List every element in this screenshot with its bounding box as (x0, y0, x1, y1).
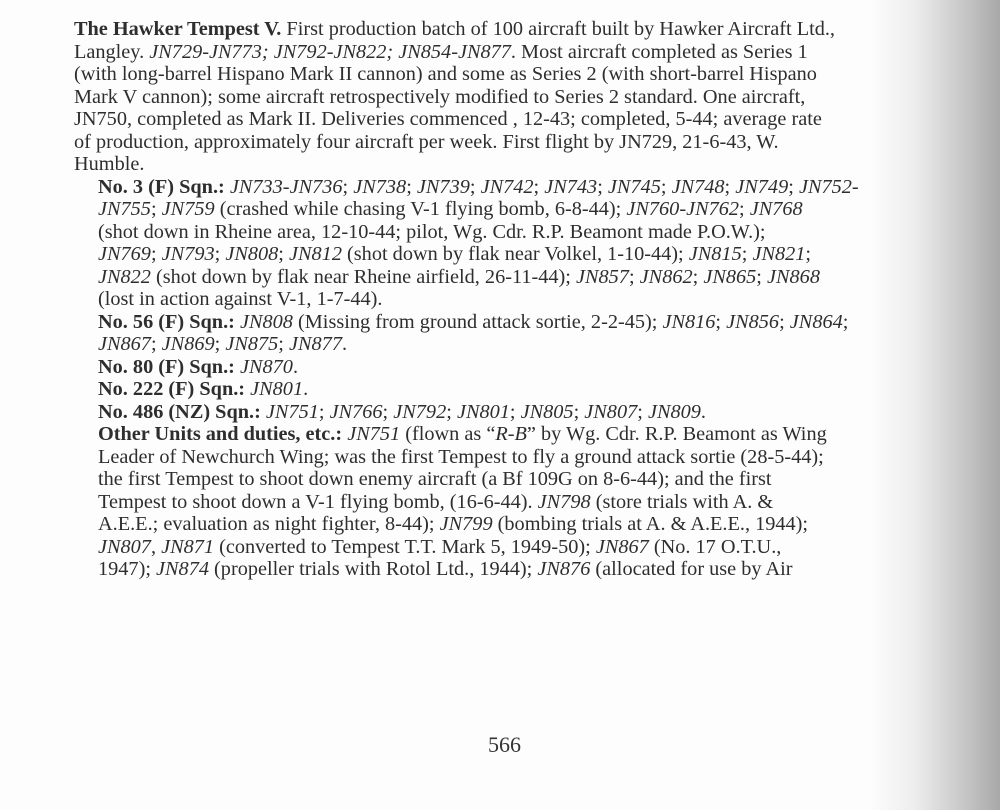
text-line (98, 355, 954, 379)
text-run: . (341, 333, 348, 355)
text-run: Tempest to shoot down a V-1 flying bomb, (16-6-44). (98, 490, 538, 513)
text-run: . Most aircraft completed as Series 1 (510, 40, 808, 63)
serial-number: JN745 (607, 175, 661, 198)
serial-number: JN801 (456, 400, 510, 423)
text-run: ; (469, 175, 481, 198)
text-line (74, 85, 954, 109)
serial-number: JN733-JN736 (229, 175, 343, 198)
serial-number: JN812 (289, 243, 342, 265)
serial-number: JN877 (289, 333, 342, 355)
text-run: ” by Wg. Cdr. R.P. Beamont as Wing (526, 423, 827, 445)
text-line (98, 535, 954, 559)
entry-hawker-tempest-v (74, 18, 954, 176)
serial-number: JN857 (576, 265, 629, 288)
text-run: ; (637, 400, 648, 423)
bold-label: No. 56 (F) Sqn.: (98, 310, 235, 333)
bold-label: No. 486 (NZ) Sqn.: (98, 400, 261, 423)
text-line (98, 490, 954, 514)
serial-number: JN856 (726, 310, 780, 333)
text-run: ; (446, 400, 457, 423)
serial-number: JN821 (752, 243, 806, 265)
text-line (74, 108, 954, 131)
bold-label: Other Units and duties, etc.: (98, 423, 343, 445)
text-run: ; (318, 400, 330, 423)
serial-number: JN739 (416, 175, 470, 198)
serial-number: JN755 (98, 198, 151, 220)
text-run: (allocated for use by Air (590, 558, 793, 580)
text-run: ; (724, 175, 736, 198)
text-run: (lost in action against V-1, 1-7-44). (98, 288, 383, 310)
text-line (98, 198, 954, 221)
text-run: of production, approximately four aircraft per week. First flight by JN729, 21-6-43, W. (74, 130, 779, 153)
entry-no-3-sqn (98, 176, 954, 311)
serial-number: JN808 (240, 310, 293, 333)
serial-number: JN868 (767, 265, 820, 288)
entry-no-80-sqn (98, 356, 954, 379)
serial-number: JN760-JN762 (626, 198, 740, 220)
text-line (98, 468, 954, 491)
text-run: ; (597, 175, 608, 198)
serial-number: JN807 (584, 400, 638, 423)
text-run: ; (842, 310, 849, 333)
text-line (98, 400, 954, 424)
serial-number: JN867 (98, 333, 151, 355)
text-block (74, 18, 954, 581)
serial-number: JN862 (639, 265, 693, 288)
serial-number: JN749 (735, 175, 789, 198)
serial-number: JN809 (647, 400, 701, 423)
text-run: (crashed while chasing V-1 flying bomb, 6-8-44); (214, 198, 627, 220)
serial-number: JN752- (798, 175, 859, 198)
text-line (74, 18, 954, 41)
serial-number: JN751 (265, 400, 319, 423)
serial-number: JN869 (161, 333, 215, 355)
text-line (98, 220, 954, 244)
text-run: (with long-barrel Hispano Mark II cannon) and some as Series 2 (with short-barrel Hispano (74, 63, 817, 85)
text-run: ; (692, 265, 704, 288)
text-run: (bombing trials at A. & A.E.E., 1944); (492, 513, 809, 535)
text-line (98, 288, 954, 311)
entry-no-222-sqn (98, 378, 954, 401)
serial-number: JN792 (393, 400, 447, 423)
text-run: ; (788, 175, 799, 198)
bold-label: The Hawker Tempest V. (74, 18, 282, 40)
text-line (98, 558, 954, 581)
text-run: ; (509, 400, 521, 423)
text-line (98, 378, 954, 401)
bold-label: No. 80 (F) Sqn.: (98, 355, 235, 378)
serial-number: JN815 (688, 243, 742, 265)
text-run: . (292, 355, 299, 378)
entry-no-56-sqn (98, 311, 954, 356)
text-run: ; (214, 333, 226, 355)
text-run: ; (756, 265, 768, 288)
text-run: the first Tempest to shoot down enemy aircraft (a Bf 109G on 8-6-44); and the first (98, 468, 772, 490)
text-run: (Missing from ground attack sortie, 2-2-45); (292, 310, 663, 333)
serial-number: JN748 (671, 175, 725, 198)
serial-number: JN871 (161, 535, 215, 558)
text-line (98, 513, 954, 536)
text-run: (shot down by flak near Rheine airfield, 26-11-44); (150, 265, 576, 288)
serial-number: R-B (495, 423, 527, 445)
text-run: ; (150, 198, 162, 220)
serial-number: JN805 (520, 400, 574, 423)
text-line (98, 333, 954, 356)
serial-number: JN793 (161, 243, 215, 265)
serial-number: JN799 (439, 513, 493, 535)
bold-label: No. 222 (F) Sqn.: (98, 378, 246, 400)
text-run: Langley. (74, 40, 150, 63)
bold-label: No. 3 (F) Sqn.: (98, 175, 225, 198)
serial-number: JN865 (703, 265, 757, 288)
text-line (98, 310, 954, 334)
serial-number: JN816 (662, 310, 716, 333)
text-run: ; (805, 243, 812, 265)
text-run: (shot down in Rheine area, 12-10-44; pilot, Wg. Cdr. R.P. Beamont made P.O.W.); (98, 220, 766, 243)
text-line (98, 265, 954, 289)
text-run: Humble. (74, 153, 145, 175)
text-run: , (150, 535, 162, 558)
text-run: (converted to Tempest T.T. Mark 5, 1949-50); (214, 535, 596, 558)
serial-number: JN742 (480, 175, 534, 198)
text-run: 1947); (98, 558, 157, 580)
text-run: First production batch of 100 aircraft built by Hawker Aircraft Ltd., (281, 18, 835, 40)
text-run: ; (150, 333, 162, 355)
text-run: Mark V cannon); some aircraft retrospectively modified to Series 2 standard. One aircraft, (74, 85, 806, 108)
text-run: ; (779, 310, 790, 333)
text-run: Leader of Newchurch Wing; was the first Tempest to fly a ground attack sortie (28-5-44); (98, 445, 824, 468)
serial-number: JN738 (353, 175, 407, 198)
serial-number: JN874 (156, 558, 209, 580)
text-run: ; (278, 243, 290, 265)
serial-number: JN769 (98, 243, 151, 265)
text-run: . (303, 378, 309, 400)
text-run: ; (342, 175, 354, 198)
serial-number: JN801 (250, 378, 304, 400)
text-run: ; (406, 175, 417, 198)
serial-number: JN867 (595, 535, 649, 558)
serial-number: JN751 (347, 423, 401, 445)
text-run: ; (214, 243, 226, 265)
text-line (98, 243, 954, 266)
text-line (74, 40, 954, 64)
text-run: ; (533, 175, 545, 198)
text-line (98, 445, 954, 469)
serial-number: JN768 (749, 198, 803, 220)
serial-number: JN875 (225, 333, 279, 355)
text-line (74, 153, 954, 176)
entry-no-486-sqn (98, 401, 954, 424)
serial-number: JN729-JN773; JN792-JN822; JN854-JN877 (149, 40, 511, 63)
text-run: ; (715, 310, 727, 333)
text-run: ; (660, 175, 672, 198)
text-run: ; (150, 243, 162, 265)
text-run: ; (278, 333, 290, 355)
serial-number: JN743 (544, 175, 598, 198)
serial-number: JN876 (537, 558, 591, 580)
text-run: (No. 17 O.T.U., (648, 535, 782, 558)
text-run: A.E.E.; evaluation as night fighter, 8-44); (98, 513, 440, 535)
text-run: . (700, 400, 706, 423)
page-number: 566 (488, 732, 521, 757)
text-run: JN750, completed as Mark II. Deliveries commenced , 12-43; completed, 5-44; average rate (74, 108, 822, 130)
serial-number: JN822 (98, 265, 151, 288)
text-line (98, 423, 954, 446)
serial-number: JN766 (329, 400, 383, 423)
serial-number: JN798 (537, 490, 591, 513)
serial-number: JN864 (789, 310, 843, 333)
text-run: ; (628, 265, 640, 288)
serial-number: JN870 (240, 355, 293, 378)
text-run: (flown as “ (400, 423, 496, 445)
text-run: (store trials with A. & (590, 490, 774, 513)
text-run: (shot down by flak near Volkel, 1-10-44); (341, 243, 689, 265)
serial-number: JN808 (225, 243, 279, 265)
entry-other-units (98, 423, 954, 581)
text-line (98, 175, 954, 199)
text-line (74, 130, 954, 154)
serial-number: JN759 (161, 198, 215, 220)
text-run: ; (741, 243, 753, 265)
text-run: ; (573, 400, 585, 423)
text-line (74, 63, 954, 86)
text-run: ; (739, 198, 750, 220)
text-run: (propeller trials with Rotol Ltd., 1944); (208, 558, 538, 580)
serial-number: JN807 (98, 535, 151, 558)
text-run: ; (382, 400, 394, 423)
